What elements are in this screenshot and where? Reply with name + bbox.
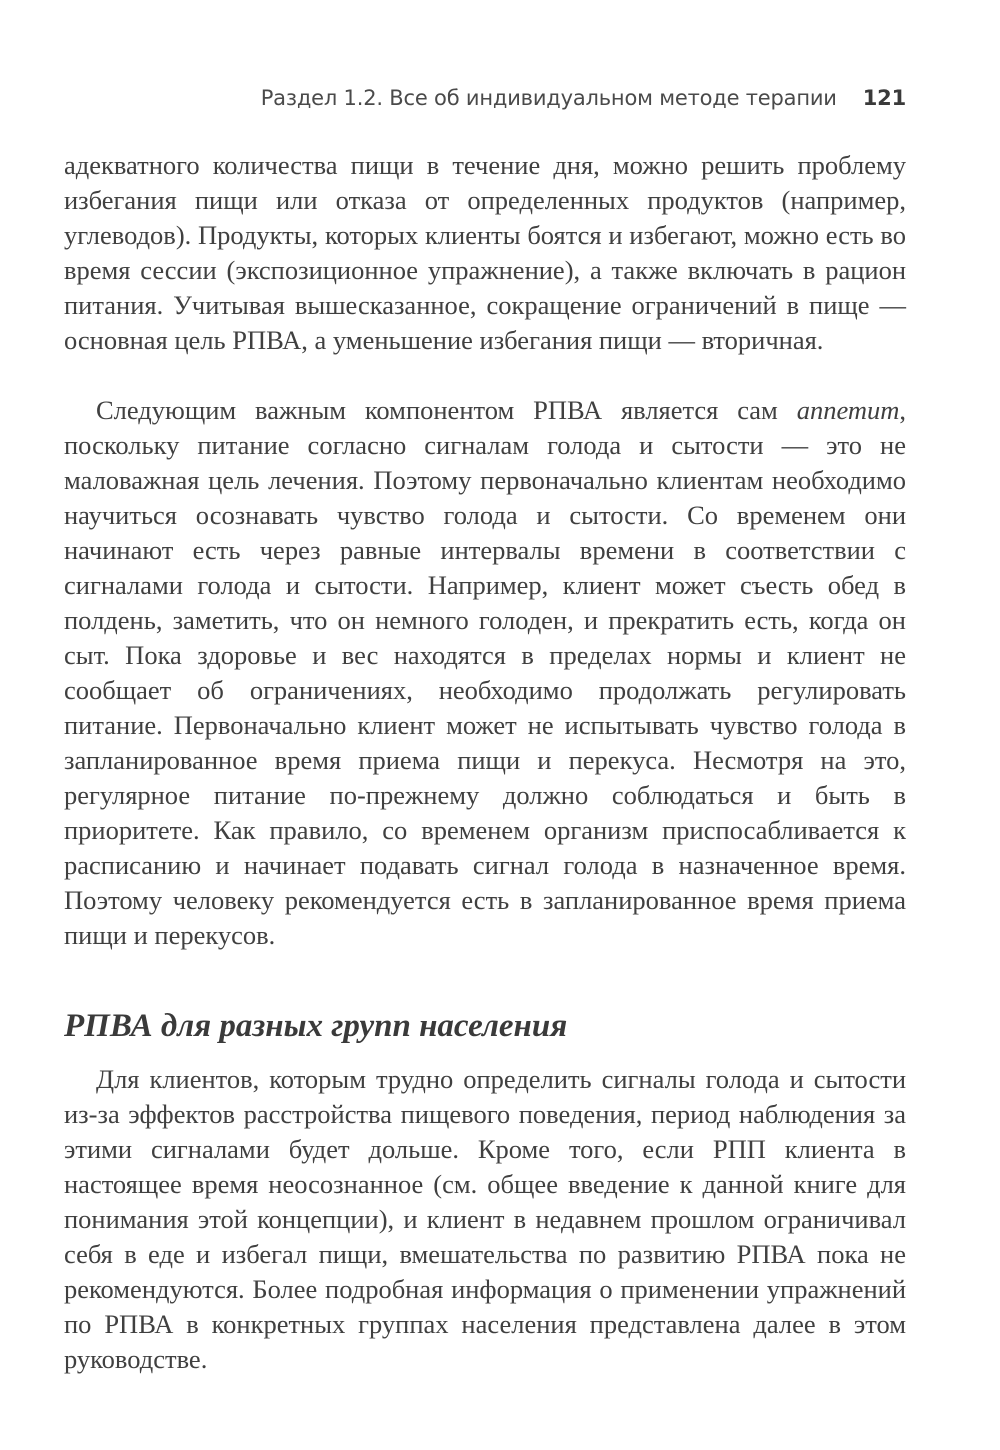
running-header <box>261 86 906 110</box>
paragraph-start: Следующим важным компонентом РПВА является сам <box>96 395 797 425</box>
paragraph-text: Для клиентов, которым трудно определить сигналы голода и сытости из-за эффектов расстройства пищевого поведения, период наблюдения за этими сигналами будет дольше. Кроме того, если РПП клиента в настоящее время неосознанное (см. общее введение к данной книге для понимания этой концепции), и клиент в недавнем прошлом ограничивал себя в еде и избегал пищи, вмешательства по развитию РПВА пока не рекомендуются. Более подробная информация о применении упражнений по РПВА в конкретных группах населения представлена далее в этом руководстве. <box>64 1064 906 1374</box>
paragraph-continued <box>64 148 906 358</box>
paragraph-text <box>64 393 906 953</box>
book-page <box>64 0 906 1450</box>
page-number: 121 <box>862 86 906 110</box>
running-title: Раздел 1.2. Все об индивидуальном методе терапии <box>260 86 837 110</box>
paragraph-text: адекватного количества пищи в течение дня, можно решить проблему избегания пищи или отказа от определенных продуктов (например, углеводов). Продукты, которых клиенты боятся и избегают, можно есть во время сессии (экспозиционное упражнение), а также включать в рацион питания. Учитывая вышесказанное, сокращение ограничений в пище — основная цель РПВА, а уменьшение избегания пищи — вторичная. <box>64 150 906 355</box>
section-heading: РПВА для разных групп населения <box>64 1008 568 1044</box>
paragraph-end: , поскольку питание согласно сигналам голода и сытости — это не маловажная цель лечения. Поэтому первоначально клиентам необходимо научиться осознавать чувство голода и сытости. Со временем они начинают есть через равные интервалы времени в соответствии с сигналами голода и сытости. Например, клиент может съесть обед в полдень, заметить, что он немного голоден, и прекратить есть, когда он сыт. Пока здоровье и вес находятся в пределах нормы и клиент не сообщает об ограничениях, необходимо продолжать регулировать питание. Первоначально клиент может не испытывать чувство голода в запланированное время приема пищи и перекуса. Несмотря на это, регулярное питание по-прежнему должно соблюдаться и быть в приоритете. Как правило, со временем организм приспосабливается к расписанию и начинает подавать сигнал голода в назначенное время. Поэтому человеку рекомендуется есть в запланированное время приема пищи и перекусов. <box>64 395 906 950</box>
italic-term: аппетит <box>796 395 900 425</box>
paragraph-populations <box>64 1062 906 1377</box>
paragraph-appetite <box>64 393 906 953</box>
